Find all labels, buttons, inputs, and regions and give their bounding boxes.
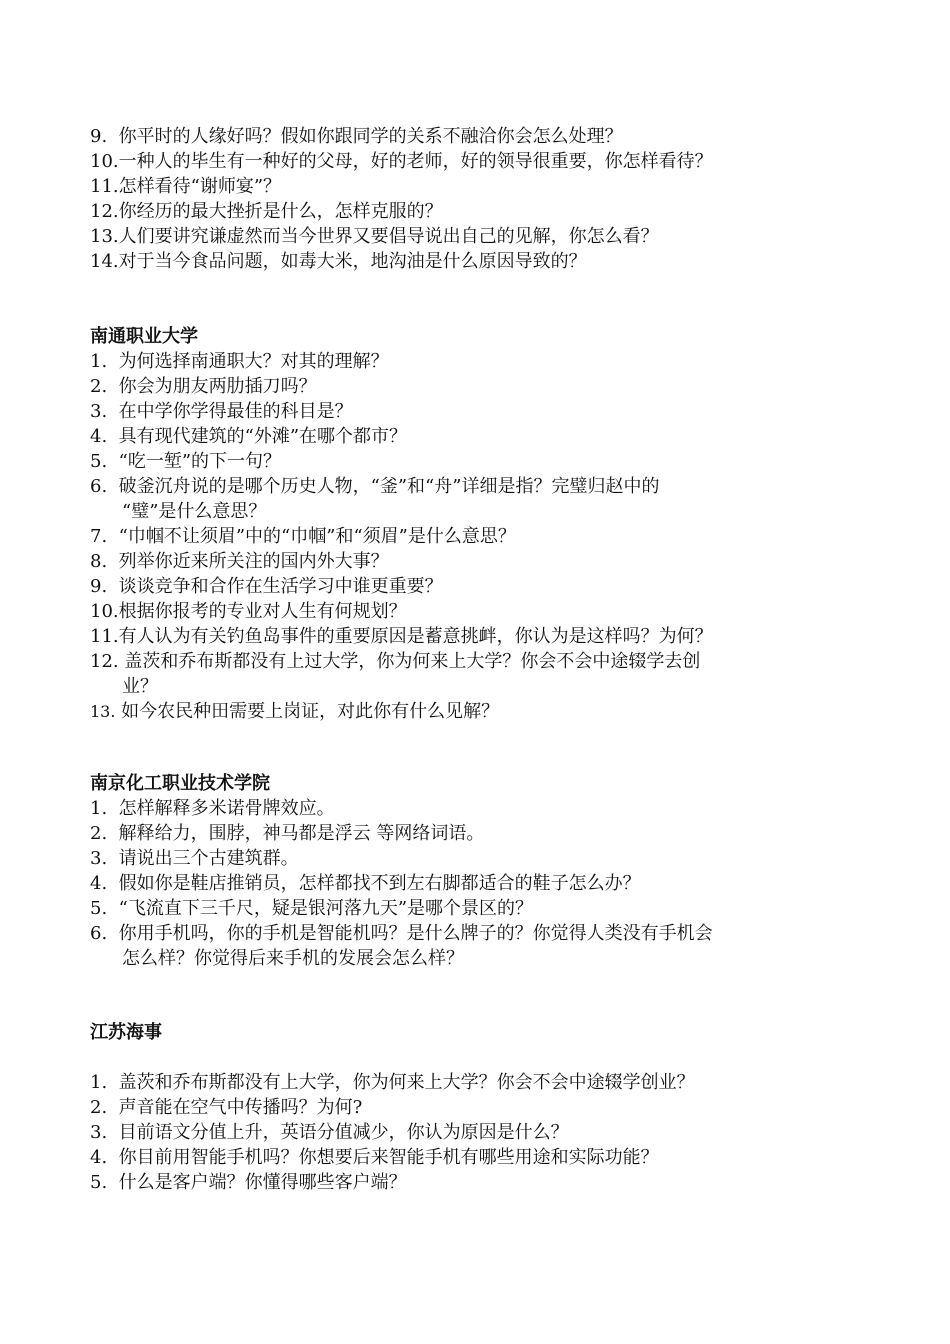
item-text: 谈谈竞争和合作在生活学习中谁更重要？ [118,576,443,597]
item-number: 1. [90,798,108,819]
item-number: 2. [90,376,108,397]
item-number: 10. [90,151,119,172]
item-number: 4. [90,426,108,447]
item-number: 5. [90,898,108,919]
jiangsu-question-list [90,1070,880,1195]
item-number: 2. [90,1097,108,1118]
list-item [90,424,880,449]
section-nanjing [90,771,880,971]
item-text: 为何选择南通职大？对其的理解？ [118,351,389,372]
item-text: 对于当今食品问题，如毒大米，地沟油是什么原因导致的？ [118,251,587,272]
item-number: 3. [90,401,108,422]
item-text: “巾帼不让须眉”中的“巾帼”和“须眉”是什么意思？ [118,526,516,547]
item-text: 你平时的人缘好吗？假如你跟同学的关系不融洽你会怎么处理？ [118,126,623,147]
list-item [90,349,880,374]
list-item [90,524,880,549]
list-item [90,449,880,474]
item-number: 4. [90,873,108,894]
item-text: 什么是客户端？你懂得哪些客户端？ [118,1172,407,1193]
list-item [90,821,880,846]
item-text: 有人认为有关钓鱼岛事件的重要原因是蓄意挑衅，你认为是这样吗？为何？ [118,626,713,647]
section-title: 江苏海事 [90,1022,162,1043]
list-item [90,574,880,599]
item-number: 13. [90,226,119,247]
item-text: 在中学你学得最佳的科目是？ [118,401,353,422]
item-text: “吃一堑”的下一句？ [118,451,282,472]
list-item [90,599,880,624]
item-number: 8. [90,551,108,572]
section-nantong [90,324,880,724]
item-number: 1. [90,351,108,372]
item-number: 5. [90,451,108,472]
item-number: 7. [90,526,108,547]
item-text: 声音能在空气中传播吗？为何? [118,1097,363,1118]
list-item-continuation: “璧”是什么意思？ [122,501,267,522]
list-item [90,921,880,946]
section-title: 南通职业大学 [90,326,198,347]
list-item [90,374,880,399]
list-item [90,549,880,574]
item-text: 破釜沉舟说的是哪个历史人物，“釜”和“舟”详细是指？完璧归赵中的 [118,476,660,497]
list-item [90,846,880,871]
item-text: 你用手机吗，你的手机是智能机吗？是什么牌子的？你觉得人类没有手机会 [118,923,713,944]
item-text: 如今农民种田需要上岗证，对此你有什么见解？ [115,701,500,722]
item-text: 怎样看待“谢师宴”？ [118,176,282,197]
item-text: 你会为朋友两肋插刀吗？ [118,376,317,397]
list-item [90,149,880,174]
continued-question-list [90,124,880,274]
item-number: 14. [90,251,119,272]
list-item-continuation: 业？ [122,676,158,697]
item-number: 3. [90,1122,108,1143]
item-text: 解释给力，围脖，神马都是浮云 等网络词语。 [118,823,485,844]
list-item-continuation: 怎么样？你觉得后来手机的发展会怎么样？ [122,948,464,969]
item-text: 请说出三个古建筑群。 [118,848,299,869]
item-text: 一种人的毕生有一种好的父母，好的老师，好的领导很重要，你怎样看待？ [118,151,713,172]
list-item [90,896,880,921]
item-text: 怎样解释多米诺骨牌效应。 [118,798,335,819]
item-number: 11. [90,176,119,197]
list-item [90,796,880,821]
item-number: 1. [90,1072,108,1093]
item-text: 目前语文分值上升，英语分值减少，你认为原因是什么？ [118,1122,569,1143]
item-number: 10. [90,601,119,622]
item-text: 你经历的最大挫折是什么，怎样克服的？ [118,201,443,222]
list-item [90,871,880,896]
list-item [90,124,880,149]
list-item [90,474,880,499]
item-number: 3. [90,848,108,869]
list-item [90,224,880,249]
item-number: 13. [90,702,116,721]
list-item [90,1070,880,1095]
item-number: 12. [90,651,119,672]
item-number: 4. [90,1147,108,1168]
list-item [90,1120,880,1145]
section-title: 南京化工职业技术学院 [90,773,270,794]
item-text: 盖茨和乔布斯都没有上大学，你为何来上大学？你会不会中途辍学创业？ [118,1072,695,1093]
list-item [90,249,880,274]
item-number: 5. [90,1172,108,1193]
item-number: 11. [90,626,119,647]
item-text: 根据你报考的专业对人生有何规划？ [118,601,407,622]
item-text: “飞流直下三千尺，疑是银河落九天”是哪个景区的？ [118,898,534,919]
item-text: 列举你近来所关注的国内外大事？ [118,551,389,572]
list-item [90,1095,880,1120]
list-item [90,1145,880,1170]
section-jiangsu [90,1020,880,1045]
item-text: 你目前用智能手机吗？你想要后来智能手机有哪些用途和实际功能？ [118,1147,659,1168]
item-number: 6. [90,476,108,497]
item-text: 人们要讲究谦虚然而当今世界又要倡导说出自己的见解，你怎么看？ [118,226,659,247]
list-item [90,624,880,649]
item-text: 盖茨和乔布斯都没有上过大学，你为何来上大学？你会不会中途辍学去创 [118,651,701,672]
item-text: 假如你是鞋店推销员，怎样都找不到左右脚都适合的鞋子怎么办？ [118,873,641,894]
list-item [90,399,880,424]
item-number: 12. [90,201,119,222]
item-number: 9. [90,576,108,597]
list-item [90,174,880,199]
item-text: 具有现代建筑的“外滩”在哪个都市？ [118,426,408,447]
list-item [90,699,880,724]
item-number: 9. [90,126,108,147]
item-number: 2. [90,823,108,844]
list-item [90,649,880,674]
list-item [90,1170,880,1195]
item-number: 6. [90,923,108,944]
list-item [90,199,880,224]
